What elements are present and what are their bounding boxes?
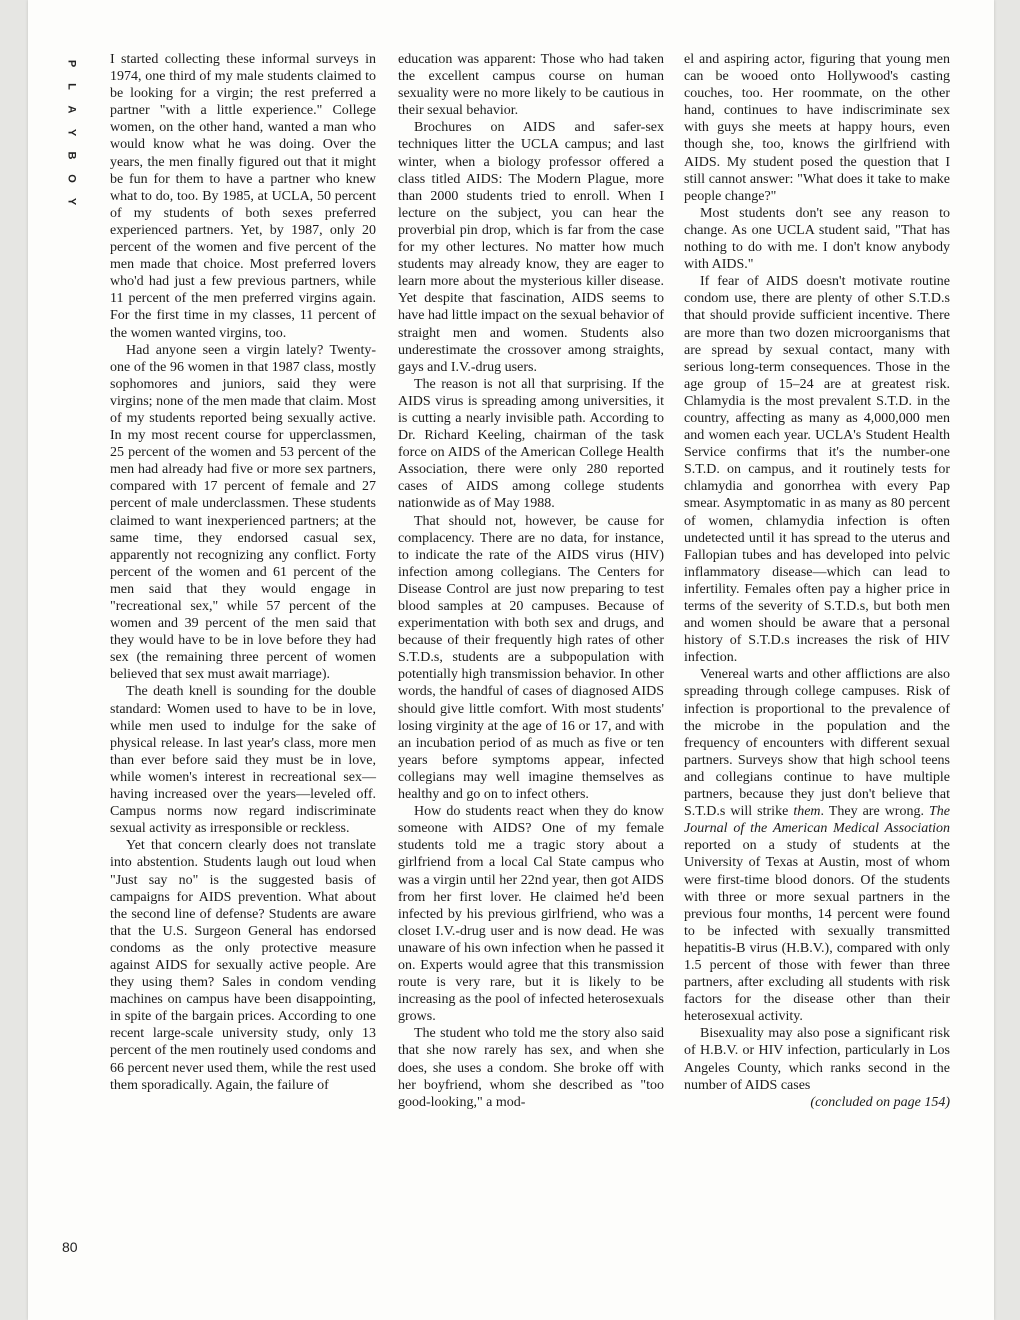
paragraph: Yet that concern clearly does not translate into abstention. Students laugh out loud when "Just say no" is the suggested basis of campaigns for AIDS prevention. What about the second line of defense? Students are aware that the U.S. Surgeon General has endorsed condoms as the only protective measure against AIDS for sexually active people. Are they using them? Sales in condom vending machines on campus have been disappointing, in spite of the bargain prices. According to one recent large-scale university study, only 13 percent of the men routinely used condoms and 66 percent never used them, while the rest used them sporadically. Again, the failure of [110,838,376,1093]
paragraph: The reason is not all that surprising. If the AIDS virus is spreading among universities, it is cutting a nearly invisible path. According to Dr. Richard Keeling, chairman of the task force on AIDS of the American College Health Association, there were only 280 reported cases of AIDS among college students nationwide as of May 1988. [398,376,664,512]
paragraph: The student who told me the story also said that she now rarely has sex, and when she does, she uses a condom. She broke off with her boyfriend, whom she described as "too good-looking," a mod- [398,1026,664,1110]
running-head-letter: O [65,174,78,183]
magazine-page [28,0,994,1320]
paragraph: Venereal warts and other afflictions are also spreading through college campuses. Risk of infection is proportional to the prevalence of the microbe in the population and the frequency of encounters with different sexual partners. Surveys show that high school teens and collegians continue to have multiple partners, because they just don't believe that S.T.D.s will strike them. They are wrong. The Journal of the American Medical Association reported on a study of students at the University of Texas at Austin, most of whom were first-time blood donors. Of the students with three or more sexual partners in the previous four months, 14 percent were found to be infected with sexually transmitted hepatitis-B virus (H.B.V.), compared with only 1.5 percent of those with fewer than three partners, after excluding all students with risk factors for the disease other than their heterosexual activity. [684,667,950,1025]
running-head-letter: Y [65,197,78,206]
paragraph: The death knell is sounding for the double standard: Women used to have to be in love, while men used to indulge for the sake of physical release. In last year's class, more men than ever before said they must be in love, while women's interest in recreational sex—having increased over the years—leveled off. Campus norms now regard indiscriminate sexual activity as irresponsible or reckless. [110,684,376,837]
paragraph: el and aspiring actor, figuring that young men can be wooed onto Hollywood's casting couches, too. Her roommate, on the other hand, continues to have indiscriminate sex with guys she meets at happy hours, even though she, too, knows the girlfriend with AIDS. My student posed the question that I still cannot answer: "What does it take to make people change?" [684,52,950,204]
paragraph: Most students don't see any reason to change. As one UCLA student said, "That has nothing to do with me. I don't know anybody with AIDS." [684,205,950,273]
paragraph: education was apparent: Those who had taken the excellent campus course on human sexuality were no more likely to be cautious in their sexual behavior. [398,52,664,119]
paragraph: I started collecting these informal surveys in 1974, one third of my male students claimed to be looking for a virgin; the rest preferred a partner "with a little experience." College women, on the other hand, wanted a man who would know what he was doing. Over the years, the men finally figured out that it might be fun for them to have a partner who knew what to do, too. By 1985, at UCLA, 50 percent of my students of both sexes preferred experienced partners. Yet, by 1987, only 20 percent of the women and five percent of the men made that choice. Most preferred lovers who'd had just a few previous partners, while 11 percent of the men preferred virgins again. For the first time in my classes, 11 percent of the women wanted virgins, too. [110,52,376,341]
paragraph: Bisexuality may also pose a significant risk of H.B.V. or HIV infection, particularly in Los Angeles County, which ranks second in the number of AIDS cases [684,1026,950,1093]
paragraph: Had anyone seen a virgin lately? Twenty-one of the 96 women in that 1987 class, mostly sophomores and juniors, said they were virgins; none of the men made that claim. Most of my students reported being sexually active. In my most recent course for upperclassmen, 25 percent of the women and 53 percent of the men had already had five or more sex partners, compared with 17 percent of female and 27 percent of male underclassmen. These students claimed to want inexperienced partners; at the same time, they endorsed casual sex, apparently not recognizing any conflict. Forty percent of the women and 61 percent of the men said that they would engage in "recreational sex," while 57 percent of the women and 39 percent of the men said that they would have to be in love before they had sex (the remaining three percent of women believed that sex must await marriage). [110,342,376,683]
paragraph: Brochures on AIDS and safer-sex techniques litter the UCLA campus; and last winter, when a biology professor offered a class titled AIDS: The Modern Plague, more than 2000 students tried to enroll. When I lecture on the subject, you can hear the proverbial pin drop, which is far from the case for my other lectures. No matter how much students may already know, they are eager to learn more about the mysterious killer disease. Yet despite that fascination, AIDS seems to have had little impact on the sexual behavior of straight men and women. Students also underestimate the crossover among straights, gays and I.V.-drug users. [398,120,664,375]
running-head-letter: A [65,105,78,114]
paragraph: How do students react when they do know someone with AIDS? One of my female students told me a tragic story about a girlfriend from a local Cal State campus who was a virgin until her 22nd year, then got AIDS from her first lover. He claimed he'd been infected by his previous girlfriend, who was a closet I.V.-drug user and is now dead. He was unaware of his own infection when he passed it on. Experts would agree that this transmission route is very rare, but it is likely to be increasing as the pool of infected heterosexuals grows. [398,804,664,1025]
paragraph: If fear of AIDS doesn't motivate routine condom use, there are plenty of other S.T.D.s that should provide sufficient incentive. There are more than two dozen microorganisms that are spread by sexual contact, many with serious long-term consequences. Those in the age group of 15–24 are at greatest risk. Chlamydia is the most prevalent S.T.D. in the country, affecting as many as 4,000,000 men and women each year. UCLA's Student Health Service confirms that it's the number-one S.T.D. on campus, and it routinely tests for chlamydia and gonorrhea with every Pap smear. Asymptomatic in as many as 80 percent of women, chlamydia infection is often undetected until it has spread to the uterus and Fallopian tubes and has developed into pelvic inflammatory disease—which can lead to infertility. Females often pay a higher price in terms of the severity of S.T.D.s, but both men and women should be aware that a personal history of S.T.D.s increases the risk of HIV infection. [684,274,950,666]
running-head-letter: Y [65,128,78,137]
running-head-letter: B [65,151,78,160]
paragraph: That should not, however, be cause for complacency. There are no data, for instance, to indicate the rate of the AIDS virus (HIV) infection among collegians. The Centers for Disease Control are just now preparing to test blood samples at 20 campuses. Because of experimentation with both sex and drugs, and because of their frequently high rates of other S.T.D.s, students are a subpopulation with potentially high transmission behavior. In other words, the handful of cases of diagnosed AIDS should give little comfort. With most students' losing virginity at the age of 16 or 17, and with an incubation period of as much as five or ten years before symptoms appear, infected collegians may well imagine themselves as healthy and go on to infect others. [398,513,664,803]
page-number: 80 [62,1239,78,1255]
text-column-2 [398,51,664,1111]
running-head-letter: P [65,59,78,68]
running-head-letter: L [65,83,78,90]
text-column-3 [684,51,950,1111]
running-head [63,52,79,213]
text-column-1 [110,51,376,1094]
continuation-note: (concluded on page 154) [810,1094,950,1110]
